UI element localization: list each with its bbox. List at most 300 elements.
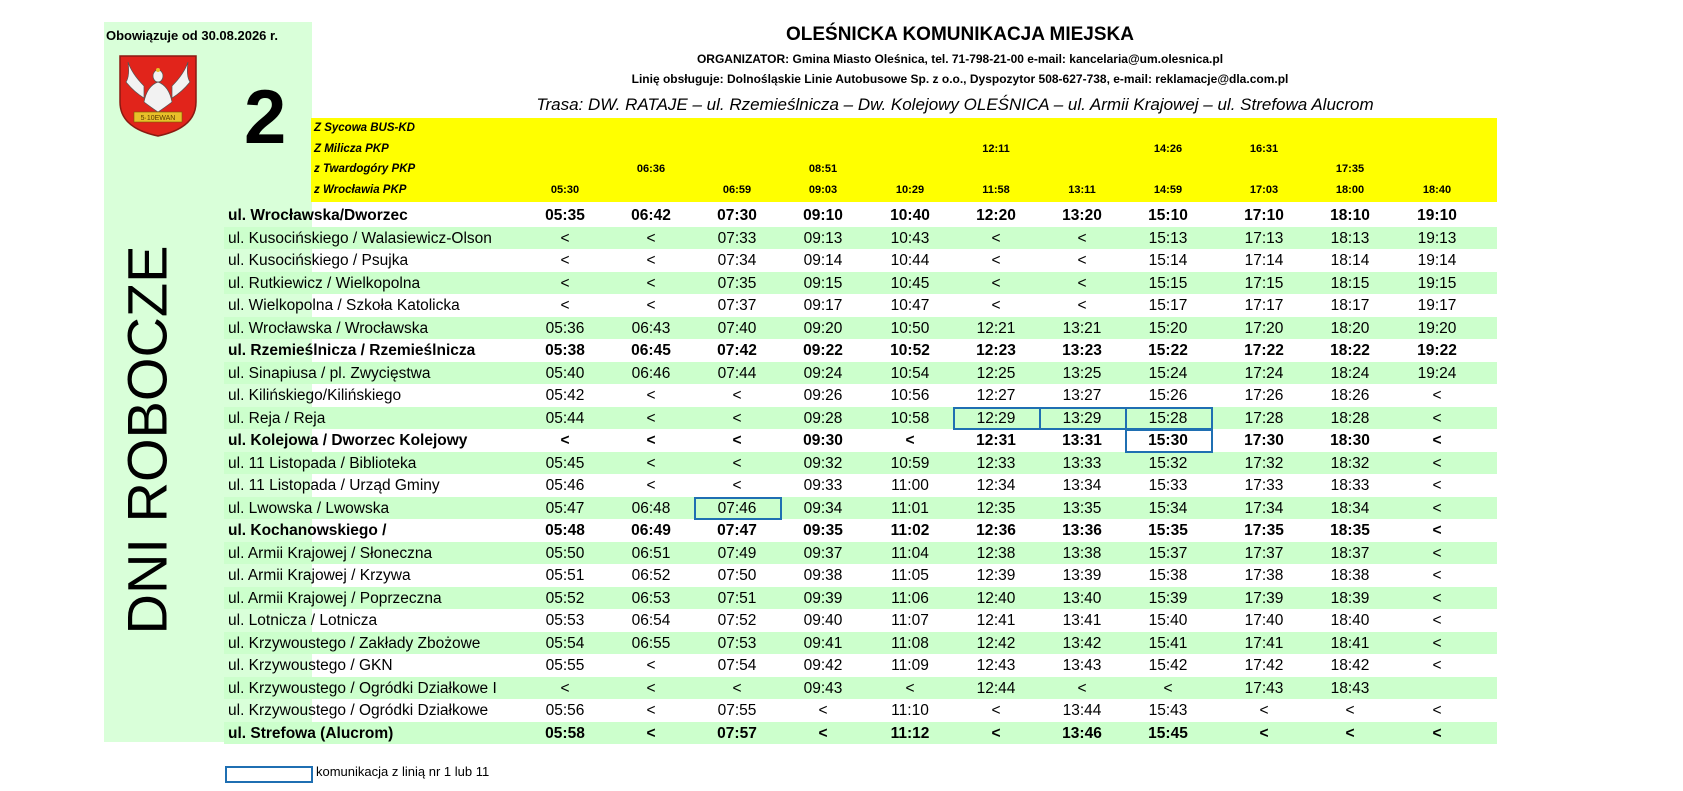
departure-time: 13:27 [1062, 387, 1102, 404]
departure-time: 05:53 [545, 612, 585, 629]
departure-time: 06:43 [631, 319, 671, 337]
departure-time: < [560, 679, 570, 697]
departure-time: 09:38 [803, 567, 843, 584]
departure-time: 17:15 [1244, 274, 1284, 292]
departure-time: < [1432, 589, 1442, 607]
departure-time: 09:35 [803, 522, 843, 539]
departure-time: < [732, 477, 742, 494]
departure-time: 13:33 [1062, 454, 1102, 472]
departure-time: 13:46 [1062, 724, 1102, 742]
departure-time: 12:38 [976, 544, 1016, 562]
departure-time: 06:52 [631, 567, 671, 584]
departure-time: < [646, 274, 656, 292]
departure-time: < [991, 229, 1001, 247]
departure-time: < [646, 229, 656, 247]
departure-time: 19:13 [1417, 229, 1457, 247]
origin-time: 17:35 [1335, 163, 1365, 175]
departure-time: 05:58 [545, 724, 585, 742]
departure-time: 05:52 [545, 589, 585, 607]
table-row [224, 542, 1497, 565]
departure-time: < [1432, 477, 1442, 494]
table-row [224, 272, 1497, 295]
departure-time: < [1077, 297, 1087, 314]
departure-time: < [1432, 567, 1442, 584]
departure-time: 13:43 [1062, 657, 1102, 674]
departure-time: 09:28 [803, 409, 843, 427]
departure-time: 06:53 [631, 589, 671, 607]
departure-time: 06:51 [631, 544, 671, 562]
departure-time: < [991, 274, 1001, 292]
stop-name: ul. Wrocławska / Wrocławska [228, 319, 429, 337]
departure-time: 09:22 [803, 342, 843, 359]
stop-name: ul. Kusocińskiego / Walasiewicz-Olson [228, 229, 492, 247]
departure-time: 07:53 [717, 634, 757, 652]
departure-time: < [991, 702, 1001, 719]
stop-name: ul. Armii Krajowej / Słoneczna [228, 544, 433, 562]
departure-time: 11:00 [891, 477, 929, 494]
table-row [224, 294, 1497, 317]
departure-time: 10:54 [890, 364, 930, 382]
departure-time: 05:50 [545, 544, 585, 562]
origin-name: z Twardogóry PKP [314, 163, 416, 175]
departure-time: < [1432, 432, 1442, 449]
departure-time: 10:44 [890, 252, 930, 269]
departure-time: < [1432, 454, 1442, 472]
stop-name: ul. Armii Krajowej / Poprzeczna [228, 589, 442, 607]
departure-time: 17:32 [1244, 454, 1284, 472]
departure-time: 07:55 [717, 702, 757, 719]
table-row [224, 384, 1497, 407]
departure-time: < [818, 724, 828, 742]
departure-time: < [905, 679, 915, 697]
departure-time: 06:49 [631, 522, 671, 539]
departure-time: 12:29 [976, 409, 1016, 427]
departure-time: 17:30 [1244, 432, 1284, 449]
departure-time: < [646, 724, 656, 742]
departure-time: < [1077, 679, 1087, 697]
departure-time: 11:02 [890, 522, 930, 539]
departure-time: 11:06 [891, 589, 929, 607]
departure-time: 18:26 [1330, 387, 1370, 404]
departure-time: 06:48 [631, 499, 671, 517]
departure-time: < [1259, 702, 1269, 719]
stop-name: ul. Krzywoustego / Ogródki Działkowe [228, 702, 489, 719]
departure-time: < [646, 679, 656, 697]
departure-time: 09:24 [803, 364, 843, 382]
departure-time: 07:40 [717, 319, 757, 337]
departure-time: 17:43 [1244, 679, 1284, 697]
page-title: OLEŚNICKA KOMUNIKACJA MIEJSKA [785, 24, 1134, 45]
departure-time: 18:17 [1330, 297, 1370, 314]
departure-time: 06:55 [631, 634, 671, 652]
departure-time: 05:40 [545, 364, 585, 382]
departure-time: 12:34 [976, 477, 1016, 494]
departure-time: 09:42 [803, 657, 843, 674]
departure-time: 18:38 [1330, 567, 1370, 584]
departure-time: < [560, 229, 570, 247]
line-number: 2 [244, 75, 287, 160]
departure-time: 13:29 [1062, 409, 1102, 427]
departure-time: 13:23 [1062, 342, 1102, 359]
departure-time: 15:39 [1148, 589, 1188, 607]
departure-time: < [646, 252, 656, 269]
departure-time: 15:10 [1148, 207, 1188, 224]
departure-time: 17:22 [1244, 342, 1284, 359]
departure-time: 13:40 [1062, 589, 1102, 607]
departure-time: 09:40 [803, 612, 843, 629]
departure-time: 15:30 [1148, 432, 1188, 449]
origin-time: 14:59 [1153, 183, 1183, 196]
departure-time: 18:37 [1330, 544, 1370, 562]
departure-time: 06:42 [631, 207, 671, 224]
days-label [115, 245, 179, 635]
departure-time: < [1432, 387, 1442, 404]
departure-time: 17:34 [1244, 499, 1284, 517]
departure-time: 07:54 [717, 657, 757, 674]
stop-name: ul. Kochanowskiego / [228, 522, 387, 539]
departure-time: 17:13 [1244, 229, 1284, 247]
departure-time: 09:43 [803, 679, 843, 697]
stop-name: ul. Rzemieślnicza / Rzemieślnicza [228, 342, 476, 359]
departure-time: 09:32 [803, 454, 843, 472]
stop-name: ul. Wielkopolna / Szkoła Katolicka [228, 297, 460, 314]
departure-time: 17:14 [1244, 252, 1284, 269]
departure-time: 13:21 [1062, 319, 1102, 337]
departure-time: 09:17 [803, 297, 843, 314]
departure-time: 12:27 [976, 387, 1016, 404]
departure-time: 09:37 [803, 544, 843, 562]
departure-time: 07:51 [717, 589, 757, 607]
table-row [224, 609, 1497, 632]
table-row [224, 249, 1497, 272]
departure-time: 12:39 [976, 567, 1016, 584]
departure-time: 18:39 [1330, 589, 1370, 607]
departure-time: 13:39 [1062, 567, 1102, 584]
departure-time: < [1163, 679, 1173, 697]
departure-time: < [1432, 634, 1442, 652]
departure-time: 18:43 [1330, 679, 1370, 697]
table-row [224, 317, 1497, 340]
stop-name: ul. Lwowska / Lwowska [228, 499, 390, 517]
departure-time: 10:45 [890, 274, 930, 292]
departure-time: < [646, 387, 656, 404]
departure-time: < [1345, 724, 1355, 742]
table-row [224, 362, 1497, 385]
departure-time: 15:13 [1148, 229, 1188, 247]
departure-time: 19:20 [1417, 319, 1457, 337]
departure-time: 11:01 [891, 499, 929, 517]
departure-time: 18:34 [1330, 499, 1370, 517]
days-label-text: DNI ROBOCZE [115, 245, 179, 635]
departure-time: < [818, 702, 828, 719]
origin-row [311, 118, 1497, 139]
departure-time: < [1432, 522, 1442, 539]
departure-time: < [646, 297, 656, 314]
departure-time: 07:52 [717, 612, 757, 629]
stop-name: ul. 11 Listopada / Urząd Gminy [228, 477, 440, 494]
departure-time: 15:34 [1148, 499, 1188, 517]
departure-time: 17:24 [1244, 364, 1284, 382]
departure-time: 10:43 [890, 229, 930, 247]
departure-time: 15:40 [1148, 612, 1188, 629]
departure-time: 12:36 [976, 522, 1016, 539]
departure-time: 12:31 [976, 432, 1016, 449]
departure-time: 17:39 [1244, 589, 1284, 607]
departure-time: 09:26 [803, 387, 843, 404]
departure-time: < [732, 409, 742, 427]
departure-time: < [1432, 612, 1442, 629]
departure-time: 15:32 [1148, 454, 1188, 472]
departure-time: 10:56 [890, 387, 930, 404]
stop-name: ul. Krzywoustego / Ogródki Działkowe I [228, 679, 497, 697]
departure-time: 09:39 [803, 589, 843, 607]
departure-time: 05:48 [545, 522, 585, 539]
departure-time: 18:22 [1330, 342, 1370, 359]
stop-name: ul. Rutkiewicz / Wielkopolna [228, 274, 421, 292]
departure-time: 15:42 [1148, 657, 1188, 674]
departure-time: 15:14 [1148, 252, 1188, 269]
departure-time: 05:46 [545, 477, 585, 494]
origin-time: 05:30 [550, 183, 580, 196]
departure-time: 17:20 [1244, 319, 1284, 337]
departure-time: < [1259, 724, 1269, 742]
legend-text: komunikacja z linią nr 1 lub 11 [316, 764, 490, 779]
departure-time: 12:40 [976, 589, 1016, 607]
stop-name: ul. Strefowa (Alucrom) [228, 724, 394, 742]
departure-time: < [560, 297, 570, 314]
departure-time: < [560, 252, 570, 269]
departure-time: 09:30 [803, 432, 843, 449]
table-row [224, 452, 1497, 475]
departure-time: < [646, 702, 656, 719]
departure-time: 13:36 [1062, 522, 1102, 539]
departure-time: 15:37 [1148, 544, 1188, 562]
departure-time: 18:30 [1330, 432, 1370, 449]
departure-time: < [1077, 229, 1087, 247]
stop-name: ul. Sinapiusa / pl. Zwycięstwa [228, 364, 431, 382]
departure-time: < [1432, 409, 1442, 427]
departure-time: 12:42 [976, 634, 1016, 652]
table-row [224, 632, 1497, 655]
departure-time: 15:17 [1148, 297, 1188, 314]
table-row [224, 204, 1497, 227]
departure-time: 15:38 [1148, 567, 1188, 584]
stop-name: ul. Kolejowa / Dworzec Kolejowy [228, 432, 468, 449]
origin-time: 06:59 [722, 183, 752, 196]
departure-time: < [1432, 724, 1442, 742]
departure-time: 07:57 [717, 724, 757, 742]
departure-time: 13:35 [1062, 499, 1102, 517]
departure-time: 05:54 [545, 634, 585, 652]
departure-time: < [646, 409, 656, 427]
origin-time: 09:03 [808, 183, 838, 196]
departure-time: 17:28 [1244, 409, 1284, 427]
departure-time: 17:38 [1244, 567, 1284, 584]
departure-time: 15:15 [1148, 274, 1188, 292]
connection-highlight [694, 497, 782, 521]
stop-name: ul. Lotnicza / Lotnicza [228, 612, 378, 629]
origin-time: 18:00 [1335, 183, 1365, 196]
origin-time: 11:58 [982, 183, 1010, 196]
departure-time: 07:44 [717, 364, 757, 382]
departure-time: < [1432, 499, 1442, 517]
departure-time: < [991, 724, 1001, 742]
stop-name: ul. Reja / Reja [228, 409, 326, 427]
departure-time: 12:25 [976, 364, 1016, 382]
departure-time: 19:17 [1417, 297, 1457, 314]
origin-time: 12:11 [982, 142, 1010, 155]
table-row [224, 677, 1497, 700]
origin-row [311, 159, 1497, 180]
departure-time: 11:05 [891, 567, 929, 584]
departure-time: 13:38 [1062, 544, 1102, 562]
departure-time: 17:17 [1244, 297, 1284, 314]
route-description: Trasa: DW. RATAJE – ul. Rzemieślnicza – Dw. Kolejowy OLEŚNICA – ul. Armii Krajowej – ul. Strefowa Alucrom [536, 95, 1374, 114]
departure-time: 10:52 [890, 342, 930, 359]
origin-time: 13:11 [1068, 183, 1096, 196]
departure-time: 17:37 [1244, 544, 1284, 562]
origin-time: 18:40 [1422, 183, 1452, 196]
departure-time: < [732, 432, 742, 449]
departure-time: < [1432, 657, 1442, 674]
departure-time: 15:20 [1148, 319, 1188, 337]
departure-time: 13:42 [1062, 634, 1102, 652]
departure-time: 18:10 [1330, 207, 1370, 224]
departure-time: 18:40 [1330, 612, 1370, 629]
origin-time: 10:29 [895, 183, 925, 196]
departure-time: 12:21 [976, 319, 1016, 337]
stop-name: ul. Krzywoustego / GKN [228, 657, 393, 674]
departure-time: 11:07 [891, 612, 929, 629]
table-row [224, 497, 1497, 520]
departure-time: 06:54 [631, 612, 671, 629]
connection-highlight [1039, 407, 1127, 431]
departure-time: 11:09 [891, 657, 929, 674]
departure-time: 15:35 [1148, 522, 1188, 539]
departure-time: 12:20 [976, 207, 1016, 224]
connection-highlight [1125, 407, 1213, 431]
departure-time: 05:38 [545, 342, 585, 359]
departure-time: 05:42 [545, 387, 585, 404]
departure-time: < [560, 432, 570, 449]
departure-time: 15:41 [1148, 634, 1188, 652]
departure-time: < [646, 657, 656, 674]
departure-time: 07:37 [717, 297, 757, 314]
departure-time: < [1077, 274, 1087, 292]
origin-time: 14:26 [1153, 142, 1183, 155]
departure-time: < [646, 432, 656, 449]
departure-time: 06:46 [631, 364, 671, 382]
origin-name: z Wrocławia PKP [314, 183, 407, 196]
departure-time: 18:14 [1330, 252, 1370, 269]
departure-time: 11:08 [891, 634, 929, 652]
origin-time: 06:36 [636, 163, 666, 175]
table-row [224, 722, 1497, 745]
departure-time: < [991, 297, 1001, 314]
departure-time: 07:35 [717, 274, 757, 292]
departure-time: 11:04 [891, 544, 929, 562]
table-row [224, 587, 1497, 610]
departure-time: 13:31 [1062, 432, 1102, 449]
departure-time: 05:55 [545, 657, 585, 674]
city-crest-icon [114, 52, 202, 138]
departure-time: < [646, 477, 656, 494]
departure-time: 15:28 [1148, 409, 1188, 427]
departure-time: 09:20 [803, 319, 843, 337]
departure-time: < [732, 454, 742, 472]
origin-time: 16:31 [1249, 142, 1279, 155]
departure-time: < [1432, 702, 1442, 719]
departure-time: 15:24 [1148, 364, 1188, 382]
departure-time: 18:33 [1330, 477, 1370, 494]
origin-name: Z Milicza PKP [314, 142, 389, 155]
departure-time: 15:33 [1148, 477, 1188, 494]
departure-time: 15:45 [1148, 724, 1188, 742]
stop-name: ul. Krzywoustego / Zakłady Zbożowe [228, 634, 481, 652]
departure-time: 18:42 [1330, 657, 1370, 674]
departure-time: 17:33 [1244, 477, 1284, 494]
departure-time: 11:10 [891, 702, 929, 719]
departure-time: 07:49 [717, 544, 757, 562]
origin-time: 08:51 [808, 163, 838, 175]
departure-time: 05:45 [545, 454, 585, 472]
departure-time: 19:22 [1417, 342, 1457, 359]
departure-time: 11:12 [890, 724, 930, 742]
departure-time: 19:14 [1417, 252, 1457, 269]
legend-swatch [225, 766, 313, 783]
departure-time: 05:51 [545, 567, 585, 584]
departure-time: 13:34 [1062, 477, 1102, 494]
departure-time: 05:36 [545, 319, 585, 337]
departure-time: 09:15 [803, 274, 843, 292]
departure-time: 18:13 [1330, 229, 1370, 247]
origin-name: Z Sycowa BUS-KD [314, 122, 415, 134]
departure-time: 09:34 [803, 499, 843, 517]
departure-time: 07:50 [717, 567, 757, 584]
departure-time: 13:41 [1062, 612, 1102, 629]
departure-time: 17:40 [1244, 612, 1284, 629]
departure-time: 18:41 [1330, 634, 1370, 652]
departure-time: 07:46 [717, 499, 757, 517]
departure-time: 12:41 [976, 612, 1016, 629]
departure-time: 10:47 [890, 297, 930, 314]
departure-time: < [1345, 702, 1355, 719]
departure-time: 07:42 [717, 342, 757, 359]
departure-time: 10:50 [890, 319, 930, 337]
departure-time: < [1077, 252, 1087, 269]
departure-time: < [560, 274, 570, 292]
table-row [224, 564, 1497, 587]
departure-time: 07:47 [717, 522, 757, 539]
departure-time: 07:34 [717, 252, 757, 269]
departure-time: 12:35 [976, 499, 1016, 517]
departure-time: < [732, 679, 742, 697]
departure-time: 09:13 [803, 229, 843, 247]
origin-time: 17:03 [1249, 183, 1279, 196]
departure-time: 18:32 [1330, 454, 1370, 472]
departure-time: 17:10 [1244, 207, 1284, 224]
departure-time: 12:44 [976, 679, 1016, 697]
operator-info: Linię obsługuje: Dolnośląskie Linie Autobusowe Sp. z o.o., Dyspozytor 508-627-738, e-mail: reklamacje@dla.com.pl [631, 72, 1289, 86]
departure-time: 12:23 [976, 342, 1016, 359]
table-row [224, 654, 1497, 677]
table-row [224, 429, 1497, 452]
departure-time: 09:33 [803, 477, 843, 494]
departure-time: 06:45 [631, 342, 671, 359]
departure-time: 15:22 [1148, 342, 1188, 359]
departure-time: 19:10 [1417, 207, 1457, 224]
stop-name: ul. Kusocińskiego / Psujka [228, 252, 409, 269]
